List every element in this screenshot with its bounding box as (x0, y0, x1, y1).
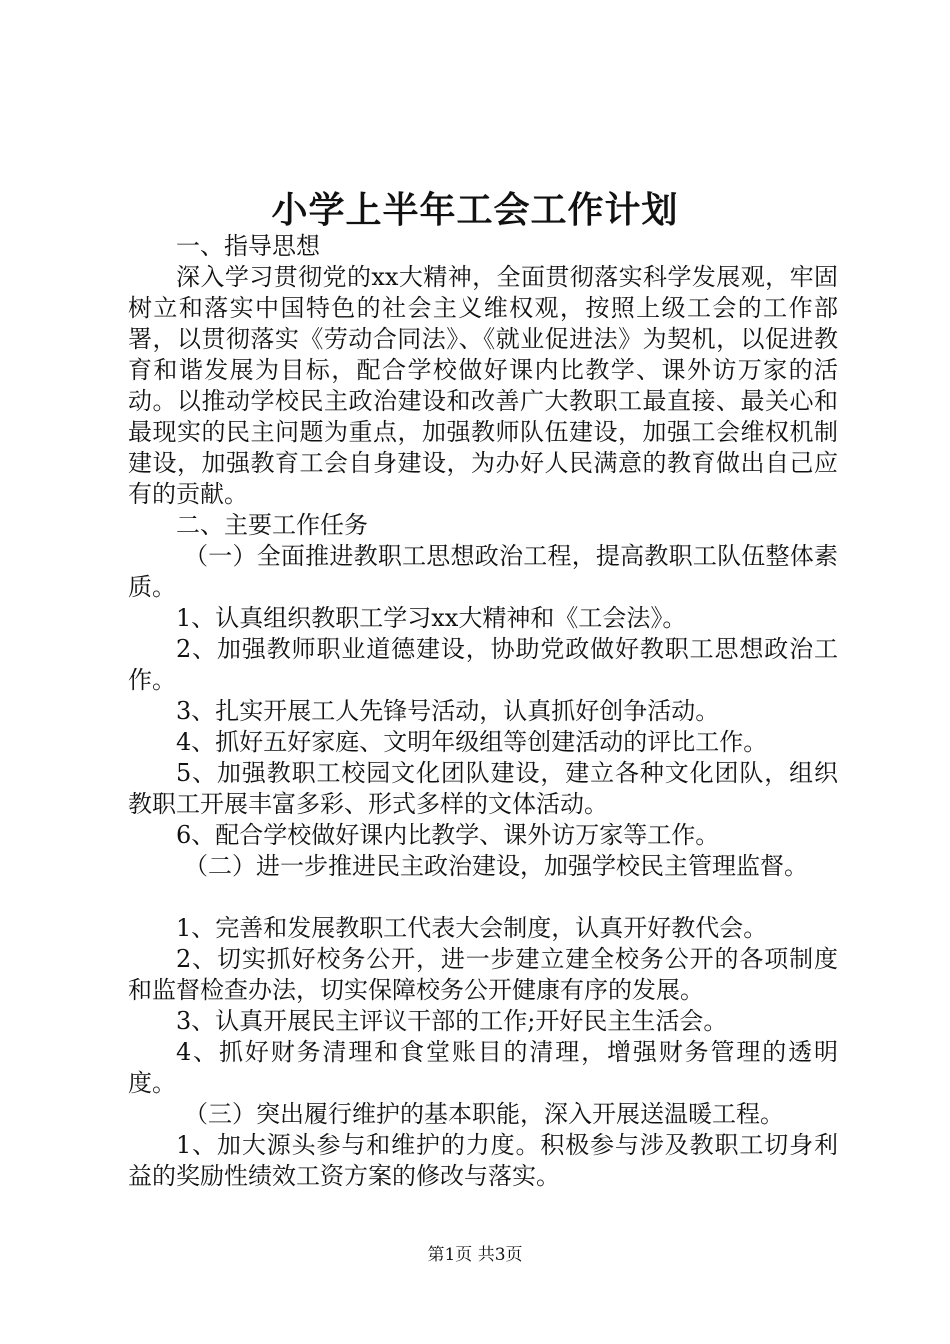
subsection-heading-3: （三）突出履行维护的基本职能，深入开展送温暖工程。 (184, 1100, 784, 1128)
list-item: 1、认真组织教职工学习xx大精神和《工会法》。 (176, 604, 687, 632)
list-item: 6、配合学校做好课内比教学、课外访万家等工作。 (176, 821, 720, 849)
list-item: 4、抓好五好家庭、文明年级组等创建活动的评比工作。 (176, 728, 768, 756)
subsection-heading-2: （二）进一步推进民主政治建设，加强学校民主管理监督。 (184, 852, 808, 880)
list-item: 4、抓好财务清理和食堂账目的清理，增强财务管理的透明度。 (128, 1038, 838, 1097)
section-heading-main-tasks: 二、主要工作任务 (176, 511, 368, 539)
document-body (128, 231, 838, 1192)
list-item: 3、认真开展民主评议干部的工作;开好民主生活会。 (176, 1007, 728, 1035)
section-heading-guiding-ideology: 一、指导思想 (176, 232, 320, 260)
page-number-footer: 第1页 共3页 (427, 1245, 523, 1265)
list-item: 2、加强教师职业道德建设，协助党政做好教职工思想政治工作。 (128, 635, 838, 694)
paragraph-guiding-ideology: 深入学习贯彻党的xx大精神，全面贯彻落实科学发展观，牢固树立和落实中国特色的社会主义维权观，按照上级工会的工作部署，以贯彻落实《劳动合同法》、《就业促进法》为契机，以促进教育和谐发展为目标，配合学校做好课内比教学、课外访万家的活动。以推动学校民主政治建设和改善广大教职工最直接、最关心和最现实的民主问题为重点，加强教师队伍建设，加强工会维权机制建设，加强教育工会自身建设，为办好人民满意的教育做出自己应有的贡献。 (128, 263, 838, 508)
list-item: 2、切实抓好校务公开，进一步建立建全校务公开的各项制度和监督检查办法，切实保障校务公开健康有序的发展。 (128, 945, 838, 1004)
list-item: 1、加大源头参与和维护的力度。积极参与涉及教职工切身利益的奖励性绩效工资方案的修改与落实。 (128, 1131, 838, 1190)
list-item: 1、完善和发展教职工代表大会制度，认真开好教代会。 (176, 914, 768, 942)
subsection-heading-1: （一）全面推进教职工思想政治工程，提高教职工队伍整体素质。 (128, 542, 838, 601)
document-title: 小学上半年工会工作计划 (271, 189, 679, 231)
list-item: 5、加强教职工校园文化团队建设，建立各种文化团队，组织教职工开展丰富多彩、形式多样的文体活动。 (128, 759, 838, 818)
blank-line (128, 882, 838, 913)
list-item: 3、扎实开展工人先锋号活动，认真抓好创争活动。 (176, 697, 720, 725)
